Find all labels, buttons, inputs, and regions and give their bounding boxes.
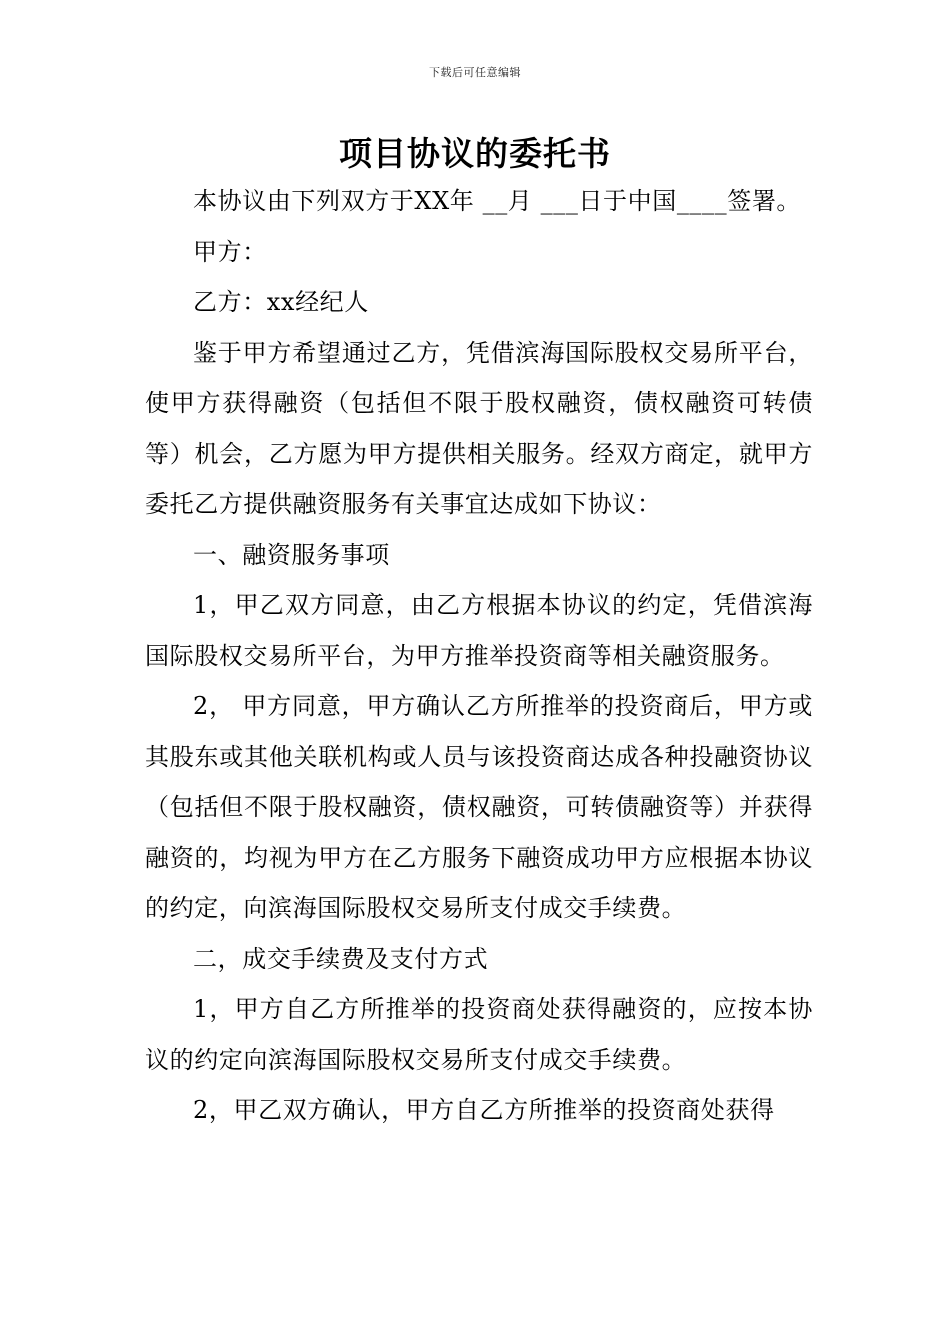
paragraph-party-b: 乙方：xx经纪人 bbox=[193, 288, 369, 316]
clause-1-2: 2， 甲方同意，甲方确认乙方所推举的投资商后，甲方或其股东或其他关联机构或人员与该投资商达成各种投融资协议（包括但不限于股权融资，债权融资，可转债融资等）并获得融资的，均视为甲方在乙方服务下融资成功甲方应根据本协议的约定，向滨海国际股权交易所支付成交手续费。 bbox=[145, 692, 813, 922]
paragraph-party-a: 甲方： bbox=[193, 237, 267, 266]
clause-1-1: 1，甲乙双方同意，由乙方根据本协议的约定，凭借滨海国际股权交易所平台，为甲方推举投资商等相关融资服务。 bbox=[145, 591, 813, 670]
paragraph-preamble: 鉴于甲方希望通过乙方，凭借滨海国际股权交易所平台，使甲方获得融资（包括但不限于股权融资，债权融资可转债等）机会，乙方愿为甲方提供相关服务。经双方商定，就甲方委托乙方提供融资服务有关事宜达成如下协议： bbox=[145, 338, 813, 518]
document-title: 项目协议的委托书 bbox=[339, 134, 611, 173]
clause-2-2: 2，甲乙双方确认，甲方自乙方所推举的投资商处获得 bbox=[193, 1096, 775, 1124]
section-heading-fees-payment: 二，成交手续费及支付方式 bbox=[193, 944, 489, 973]
header-note: 下载后可任意编辑 bbox=[429, 66, 521, 79]
section-heading-financing-services: 一、融资服务事项 bbox=[193, 540, 390, 569]
document-body bbox=[145, 176, 813, 1136]
clause-2-1: 1，甲方自乙方所推举的投资商处获得融资的，应按本协议的约定向滨海国际股权交易所支付成交手续费。 bbox=[145, 995, 813, 1074]
paragraph-signing-date: 本协议由下列双方于XX年 __月 ___日于中国____签署。 bbox=[193, 187, 802, 215]
